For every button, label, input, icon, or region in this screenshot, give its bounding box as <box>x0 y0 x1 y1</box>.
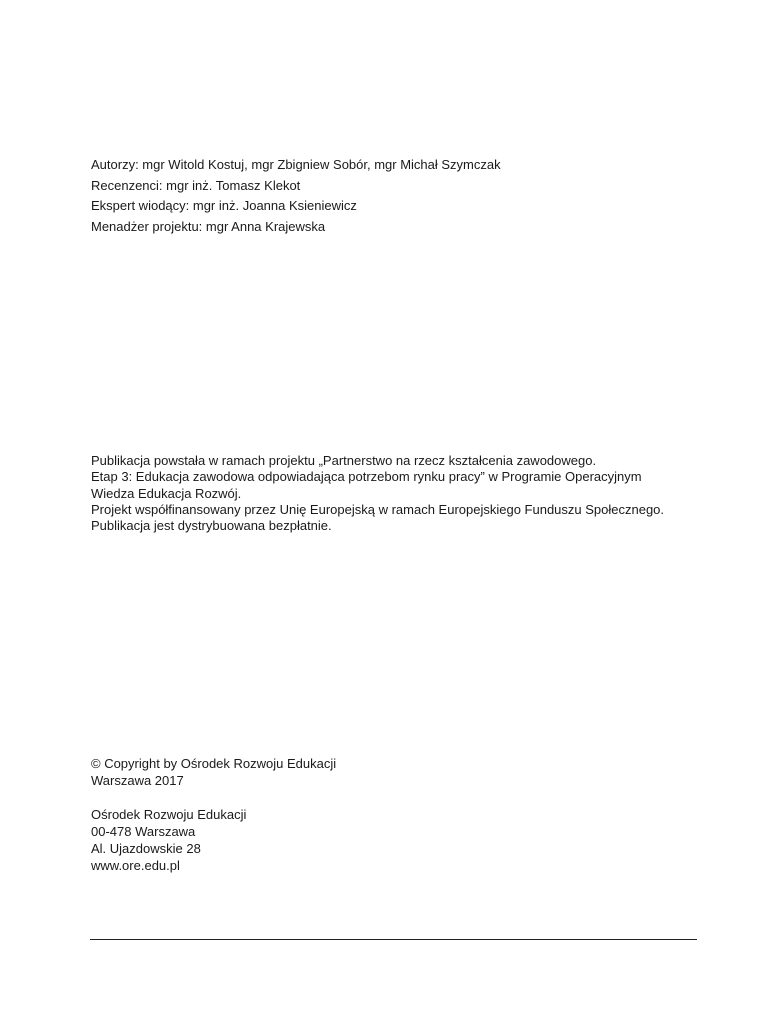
credits-block <box>91 155 711 237</box>
lead-expert-line: Ekspert wiodący: mgr inż. Joanna Ksieniewicz <box>91 198 357 213</box>
funding-line: Publikacja powstała w ramach projektu „Partnerstwo na rzecz kształcenia zawodowego. <box>91 453 597 468</box>
copyright-line: © Copyright by Ośrodek Rozwoju Edukacji <box>91 756 337 771</box>
project-manager-line: Menadżer projektu: mgr Anna Krajewska <box>91 218 326 234</box>
publisher-postal: 00-478 Warszawa <box>91 824 196 839</box>
funding-notice <box>91 453 711 534</box>
place-year-line: Warszawa 2017 <box>91 773 184 788</box>
funding-line: Etap 3: Edukacja zawodowa odpowiadająca potrzebom rynku pracy” w Programie Operacyjnym <box>91 469 642 485</box>
publisher-street: Al. Ujazdowskie 28 <box>91 841 201 856</box>
funding-line: Wiedza Edukacja Rozwój. <box>91 485 242 501</box>
reviewers-line: Recenzenci: mgr inż. Tomasz Klekot <box>91 177 301 193</box>
imprint-spacer <box>91 789 711 806</box>
footer-divider <box>90 939 697 940</box>
authors-line: Autorzy: mgr Witold Kostuj, mgr Zbigniew Sobór, mgr Michał Szymczak <box>91 157 501 172</box>
funding-line: Publikacja jest dystrybuowana bezpłatnie. <box>91 518 332 534</box>
imprint-block <box>91 755 711 874</box>
publisher-website: www.ore.edu.pl <box>91 858 180 873</box>
funding-line: Projekt współfinansowany przez Unię Europejską w ramach Europejskiego Funduszu Społecznego. <box>91 501 665 517</box>
publisher-name: Ośrodek Rozwoju Edukacji <box>91 807 247 822</box>
